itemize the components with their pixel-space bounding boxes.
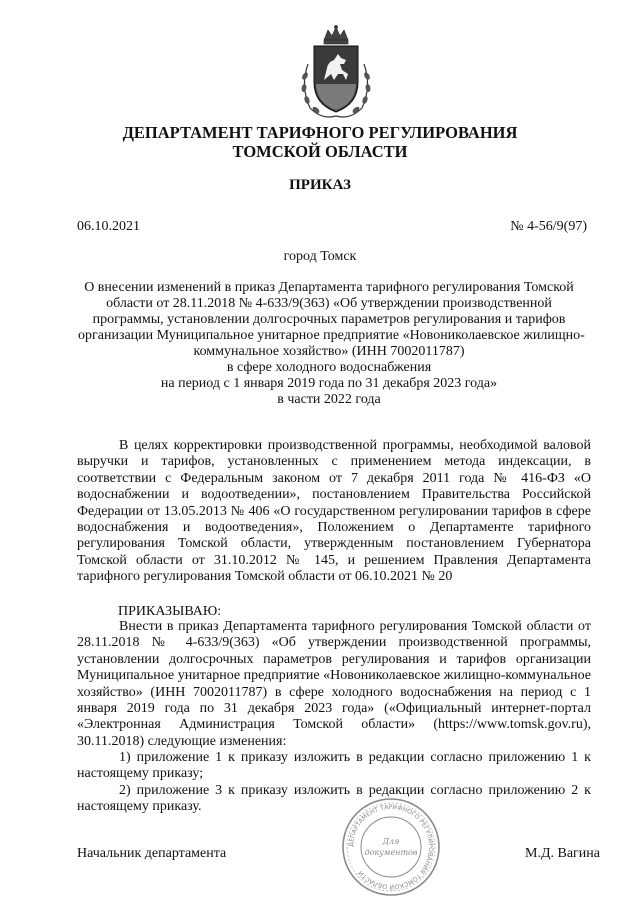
department-title-line-2: ТОМСКОЙ ОБЛАСТИ <box>232 142 408 161</box>
tomsk-coat-of-arms-icon <box>294 24 378 122</box>
signatory-name: М.Д. Вагина <box>525 846 600 861</box>
signatory-position: Начальник департамента <box>77 846 227 861</box>
subject-line: программы, установлении долгосрочных параметров регулирования и тарифов <box>92 312 566 327</box>
official-stamp-icon <box>340 796 442 898</box>
stamp-center-line-2: документов <box>364 848 418 857</box>
city: город Томск <box>283 249 357 264</box>
order-subject <box>78 280 585 408</box>
subject-line: области от 28.11.2018 № 4-633/9(363) «Об утверждении производственной <box>106 296 552 311</box>
order-title: ПРИКАЗ <box>289 177 351 193</box>
subject-line: в сфере холодного водоснабжения <box>226 360 432 375</box>
subject-line: организации Муниципальное унитарное предприятие «Новониколаевское жилищно- <box>78 328 585 343</box>
subject-line: в части 2022 года <box>277 392 381 407</box>
subject-line: на период с 1 января 2019 года по 31 декабря 2023 года» <box>160 376 498 391</box>
subject-line: О внесении изменений в приказ Департамента тарифного регулирования Томской <box>84 280 574 295</box>
subject-line: коммунальное хозяйство» (ИНН 7002011787) <box>193 344 465 359</box>
order-item-main: Внести в приказ Департамента тарифного регулирования Томской области от 28.11.2018 № 4-633/9(363) «Об утверждении производственной программы, установлении долгосрочных параметров регулирования и тарифов организации Муниципальное унитарное предприятие «Новониколаевское жилищно-коммунальное хозяйство» (ИНН 7002011787) в сфере холодного водоснабжения на период с 1 января 2019 года по 31 декабря 2023 года» («Официальный интернет-портал «Электронная Администрация Томской области» (https://www.tomsk.gov.ru), 30.11.2018) следующие изменения: <box>77 619 591 749</box>
order-number: № 4-56/9(97) <box>510 219 587 234</box>
order-item-1: 1) приложение 1 к приказу изложить в редакции согласно приложению 1 к настоящему приказу; <box>77 750 591 782</box>
preamble-paragraph: В целях корректировки производственной программы, необходимой валовой выручки и тарифов, установленных с применением метода индексации, в соответствии с Федеральным законом от 7 декабря 2011 года № 416-ФЗ «О водоснабжении и водоотведении», постановлением Правительства Российской Федерации от 13.05.2013 № 406 «О государственном регулировании тарифов в сфере водоснабжения и водоотведения», Положением о Департаменте тарифного регулирования Томской области, утвержденным постановлением Губернатора Томской области от 31.10.2012 № 145, и решением Правления Департамента тарифного регулирования Томской области от 06.10.2021 № 20 <box>77 438 591 585</box>
stamp-center-line-1: Для <box>382 837 400 846</box>
order-item-2: 2) приложение 3 к приказу изложить в редакции согласно приложению 2 к настоящему приказу. <box>77 783 591 815</box>
order-word: ПРИКАЗЫВАЮ: <box>118 604 222 619</box>
department-title-line-1: ДЕПАРТАМЕНТ ТАРИФНОГО РЕГУЛИРОВАНИЯ <box>122 123 518 142</box>
stamp-ring-text: ДЕПАРТАМЕНТ ТАРИФНОГО РЕГУЛИРОВАНИЯ ТОМСКОЙ ОБЛАСТИ <box>347 803 435 891</box>
order-date: 06.10.2021 <box>77 219 140 234</box>
department-title <box>40 123 600 161</box>
